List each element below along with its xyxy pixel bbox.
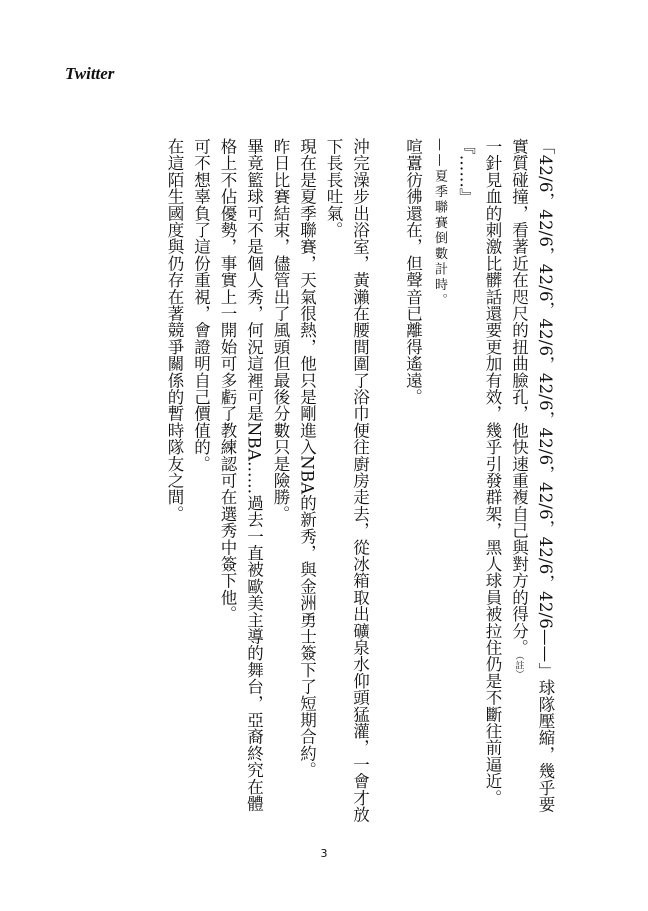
signature-text: ——夏季聯賽倒數計時。 [432,138,447,309]
paragraph [479,138,506,828]
paragraph-text: 在這陌生國度與仍存在著競爭關係的暫時隊友之間。 [165,138,184,523]
paragraph-text: 一針見血的刺激比髒話還要更加有效，幾乎引發群架，黑人球員被拉住仍是不斷往前逼近。 [483,138,502,806]
paragraph-text: 喧囂彷彿還在，但聲音已離得遙遠。 [403,138,423,406]
paragraph [214,138,267,828]
paragraph-text: 『……』 [456,138,476,205]
paragraph-text: 現在是夏季聯賽，天氣很熱，他只是剛進入NBA的新秀，與金洲勇士簽下了短期合約。 [297,138,317,779]
paragraph-text: 畢竟籃球可不是個人秀，何況這裡可是NBA……過去一直被歐美主導的舞台，亞裔終究在體格上不佔優勢，事實上一開始可多虧了教練認可在選秀中簽下他。 [218,138,264,812]
paragraph-text: 昨日比賽結束，儘管出了風頭但最後分數只是險勝。 [271,138,290,523]
paragraph [505,138,558,828]
paragraph [399,138,426,828]
paragraph [267,138,294,828]
paragraph-text: 可不想辜負了這份重視，會證明自己價值的。 [191,138,211,472]
section-signature [426,138,453,828]
page-header-title: Twitter [65,64,115,83]
paragraph [452,138,479,828]
paragraph-text: 沖完澡步出浴室，黃瀨在腰間圍了浴巾便往廚房走去，從冰箱取出礦泉水仰頭猛灌，一會才放下長長吐氣。 [324,138,370,823]
paragraph [293,138,320,828]
paragraph [187,138,214,828]
page-number: 3 [320,847,328,860]
paragraph [161,138,188,828]
vertical-text-body [108,138,558,828]
footnote-marker: （註） [513,655,524,679]
paragraph [320,138,373,828]
paragraph-text: 「42/6，42/6，42/6，42/6，42/6，42/6，42/6，42/6，42/6——」球隊壓縮，幾乎要實質碰撞，看著近在咫尺的扭曲臉孔，他快速重複自己與對方的得分。 [509,138,555,813]
